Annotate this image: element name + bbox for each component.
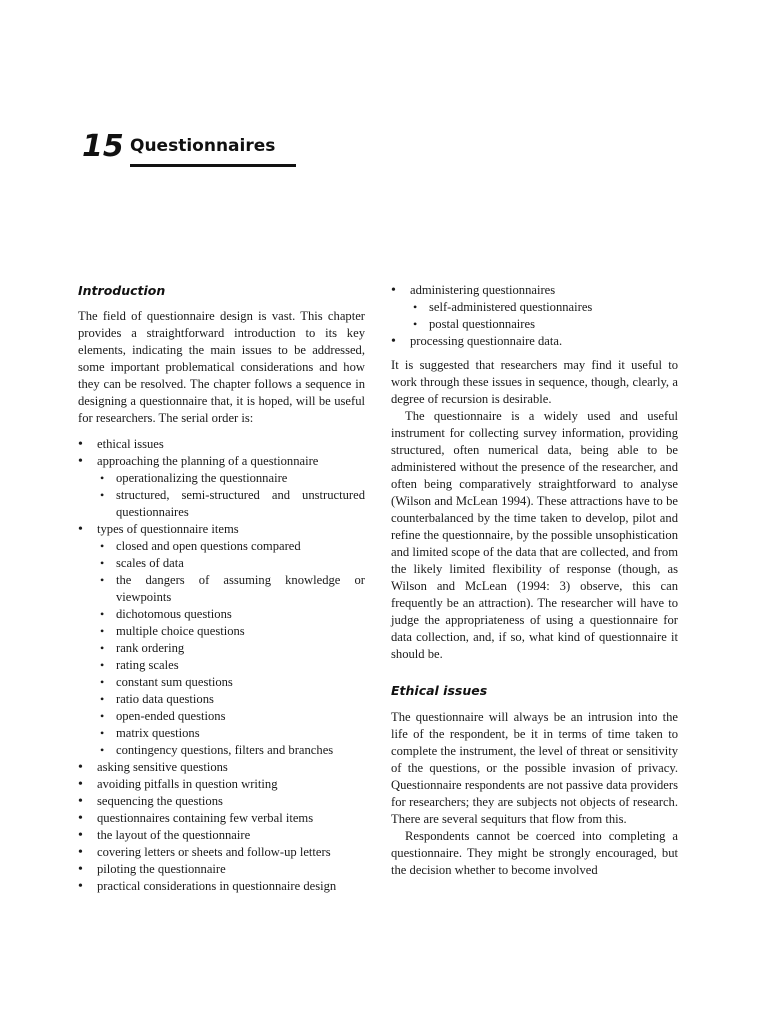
introduction-heading: Introduction: [78, 283, 166, 298]
chapter-number: 15: [82, 129, 124, 164]
body-paragraph: The questionnaire is a widely used and useful instrument for collecting survey information, providing structured, often numerical data, being able to be administered without the presence of the researcher, and often being comparatively straightforward to analyse (Wilson and McLean 1994). These attractions have to be counterbalanced by the time taken to develop, pilot and refine the questionnaire, by the possible unsophistication and limited scope of the data that are collected, and from the likely limited flexibility of response (though, as Wilson and McLean (1994: 3) observe, this can frequently be an attraction). The researcher will have to judge the appropriateness of using a questionnaire for data collection, and, if so, what kind of questionnaire it should be.: [391, 409, 678, 661]
list-item: • the layout of the questionnaire: [78, 827, 365, 844]
list-item: • closed and open questions compared: [78, 538, 365, 555]
list-item: • multiple choice questions: [78, 623, 365, 640]
left-column: [78, 282, 365, 895]
list-item: • piloting the questionnaire: [78, 861, 365, 878]
list-item: • asking sensitive questions: [78, 759, 365, 776]
list-item: • administering questionnaires: [391, 282, 678, 299]
list-item: • constant sum questions: [78, 674, 365, 691]
list-item: • structured, semi-structured and unstructured questionnaires: [78, 487, 365, 521]
list-item: • approaching the planning of a questionnaire: [78, 453, 365, 470]
body-paragraph: Respondents cannot be coerced into completing a questionnaire. They might be strongly encouraged, but the decision whether to become involved: [391, 829, 678, 877]
list-item: • matrix questions: [78, 725, 365, 742]
list-item: • contingency questions, filters and branches: [78, 742, 365, 759]
chapter-outline-list: [78, 436, 365, 895]
right-column: [391, 282, 678, 879]
ethical-issues-heading: Ethical issues: [391, 683, 488, 698]
body-paragraph: The questionnaire will always be an intrusion into the life of the respondent, be it in terms of time taken to complete the instrument, the level of threat or sensitivity of the questions, or the possible invasion of privacy. Questionnaire respondents are not passive data providers for researchers; they are subjects not objects of research. There are several sequiturs that flow from this.: [391, 710, 678, 826]
list-item: • questionnaires containing few verbal items: [78, 810, 365, 827]
list-item: • operationalizing the questionnaire: [78, 470, 365, 487]
list-item: • postal questionnaires: [391, 316, 678, 333]
list-item: • dichotomous questions: [78, 606, 365, 623]
list-item: • self-administered questionnaires: [391, 299, 678, 316]
list-item: • processing questionnaire data.: [391, 333, 678, 350]
list-item: • rating scales: [78, 657, 365, 674]
list-item: • avoiding pitfalls in question writing: [78, 776, 365, 793]
list-item: • practical considerations in questionnaire design: [78, 878, 365, 895]
chapter-outline-list-continued: [391, 282, 678, 350]
introduction-paragraph: The field of questionnaire design is vast. This chapter provides a straightforward introduction to its key elements, indicating the main issues to be addressed, some important problematical considerations and how they can be resolved. The chapter follows a sequence in designing a questionnaire that, it is hoped, will be useful for researchers. The serial order is:: [78, 309, 365, 425]
list-item: • scales of data: [78, 555, 365, 572]
list-item: • ethical issues: [78, 436, 365, 453]
list-item: • sequencing the questions: [78, 793, 365, 810]
body-paragraph: It is suggested that researchers may find it useful to work through these issues in sequence, though, clearly, a degree of recursion is desirable.: [391, 358, 678, 406]
chapter-title: Questionnaires: [130, 136, 276, 156]
list-item: • rank ordering: [78, 640, 365, 657]
list-item: • covering letters or sheets and follow-up letters: [78, 844, 365, 861]
list-item: • open-ended questions: [78, 708, 365, 725]
list-item: • the dangers of assuming knowledge or viewpoints: [78, 572, 365, 606]
chapter-title-underline: [130, 164, 296, 167]
list-item: • types of questionnaire items: [78, 521, 365, 538]
list-item: • ratio data questions: [78, 691, 365, 708]
